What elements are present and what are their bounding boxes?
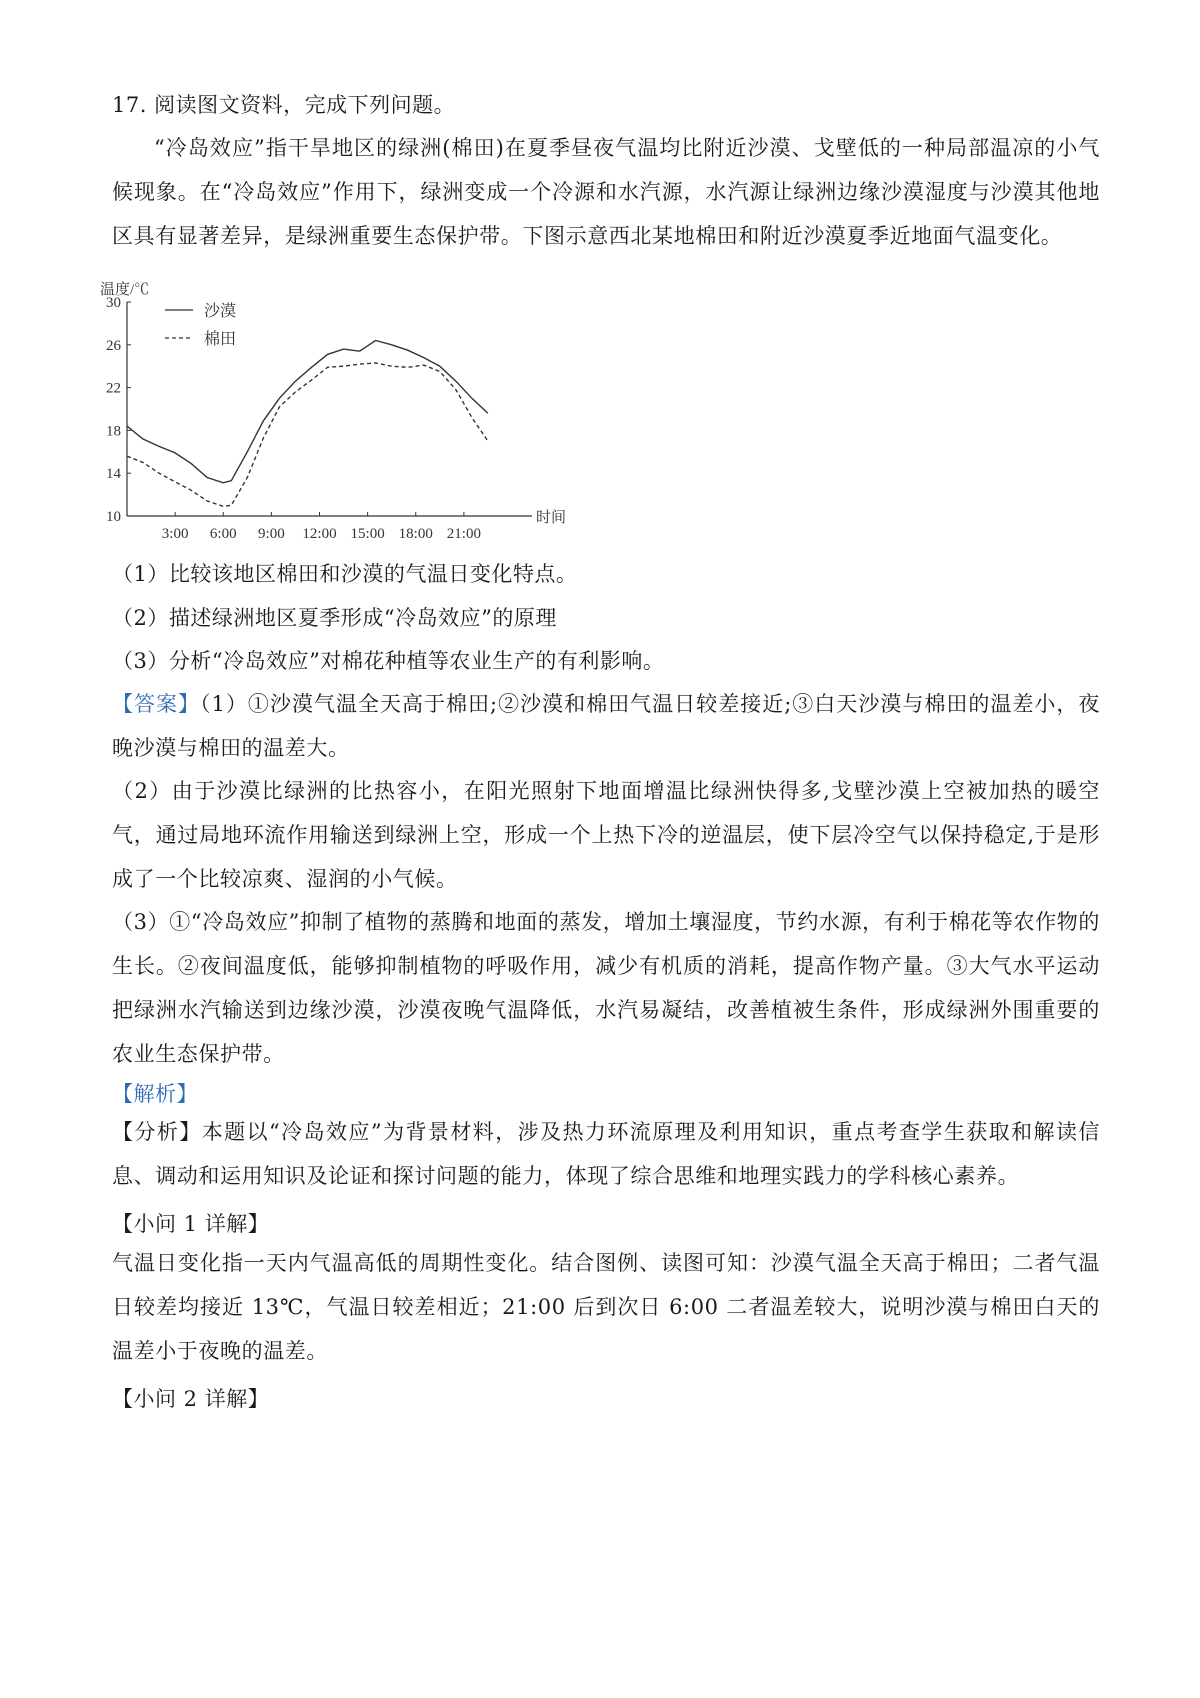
series-line-2 bbox=[127, 363, 488, 506]
question-title: 17. 阅读图文资料，完成下列问题。 bbox=[112, 93, 456, 117]
answer-3: （3）①“冷岛效应”抑制了植物的蒸腾和地面的蒸发，增加土壤湿度，节约水源，有利于棉花等农作物的生长。②夜间温度低，能够抑制植物的呼吸作用，减少有机质的消耗，提高作物产量。③大气水平运动把绿洲水汽输送到边缘沙漠，沙漠夜晚气温降低，水汽易凝结，改善植被生条件，形成绿洲外围重要的农业生态保护带。 bbox=[112, 910, 1100, 1066]
y-tick-label: 30 bbox=[106, 295, 121, 311]
y-tick-label: 18 bbox=[106, 423, 121, 440]
answer-1-text: （1）①沙漠气温全天高于棉田;②沙漠和棉田气温日较差接近;③白天沙漠与棉田的温差小，夜晚沙漠与棉田的温差大。 bbox=[112, 692, 1101, 760]
temperature-chart bbox=[100, 282, 567, 545]
y-tick-label: 26 bbox=[106, 337, 121, 354]
y-tick-label: 10 bbox=[106, 509, 121, 525]
answer-1 bbox=[112, 682, 1100, 770]
x-tick-label: 6:00 bbox=[209, 526, 237, 542]
y-axis-label: 温度/℃ bbox=[100, 282, 150, 298]
legend-label-2: 棉田 bbox=[204, 331, 237, 348]
series-line-1 bbox=[127, 341, 488, 483]
y-tick-label: 22 bbox=[106, 380, 121, 397]
sub-question-2: （2）描述绿洲地区夏季形成“冷岛效应”的原理 bbox=[112, 606, 557, 630]
x-tick-label: 18:00 bbox=[398, 526, 433, 542]
x-axis-label: 时间 bbox=[536, 510, 567, 526]
x-tick-label: 9:00 bbox=[258, 526, 285, 542]
x-tick-label: 15:00 bbox=[350, 526, 385, 542]
answer-2: （2）由于沙漠比绿洲的比热容小，在阳光照射下地面增温比绿洲快得多,戈壁沙漠上空被加热的暖空气，通过局地环流作用输送到绿洲上空，形成一个上热下冷的逆温层，使下层冷空气以保持稳定,于是形成了一个比较凉爽、湿润的小气候。 bbox=[112, 779, 1100, 891]
sub-question-3: （3）分析“冷岛效应”对棉花种植等农业生产的有利影响。 bbox=[112, 649, 665, 673]
x-tick-label: 3:00 bbox=[161, 526, 189, 542]
sub-question-1-heading: 【小问 1 详解】 bbox=[112, 1212, 270, 1236]
x-tick-label: 12:00 bbox=[302, 526, 337, 542]
sub-question-1-explanation: 气温日变化指一天内气温高低的周期性变化。结合图例、读图可知：沙漠气温全天高于棉田；二者气温日较差均接近 13℃，气温日较差相近；21:00 后到次日 6:00 二者温差较大，说明沙漠与棉田白天的温差小于夜晚的温差。 bbox=[112, 1251, 1100, 1363]
analysis-label: 【解析】 bbox=[112, 1082, 198, 1106]
answer-label: 【答案】 bbox=[112, 692, 201, 716]
analysis-overview: 【分析】本题以“冷岛效应”为背景材料，涉及热力环流原理及利用知识，重点考查学生获取和解读信息、调动和运用知识及论证和探讨问题的能力，体现了综合思维和地理实践力的学科核心素养。 bbox=[112, 1120, 1100, 1188]
question-intro: “冷岛效应”指干旱地区的绿洲(棉田)在夏季昼夜气温均比附近沙漠、戈壁低的一种局部温凉的小气候现象。在“冷岛效应”作用下，绿洲变成一个冷源和水汽源，水汽源让绿洲边缘沙漠湿度与沙漠其他地区具有显著差异，是绿洲重要生态保护带。下图示意西北某地棉田和附近沙漠夏季近地面气温变化。 bbox=[112, 136, 1100, 248]
sub-question-1: （1）比较该地区棉田和沙漠的气温日变化特点。 bbox=[112, 562, 578, 586]
y-tick-label: 14 bbox=[106, 466, 121, 483]
sub-question-2-heading: 【小问 2 详解】 bbox=[112, 1387, 270, 1411]
legend-label-1: 沙漠 bbox=[204, 303, 237, 320]
x-tick-label: 21:00 bbox=[446, 526, 481, 542]
